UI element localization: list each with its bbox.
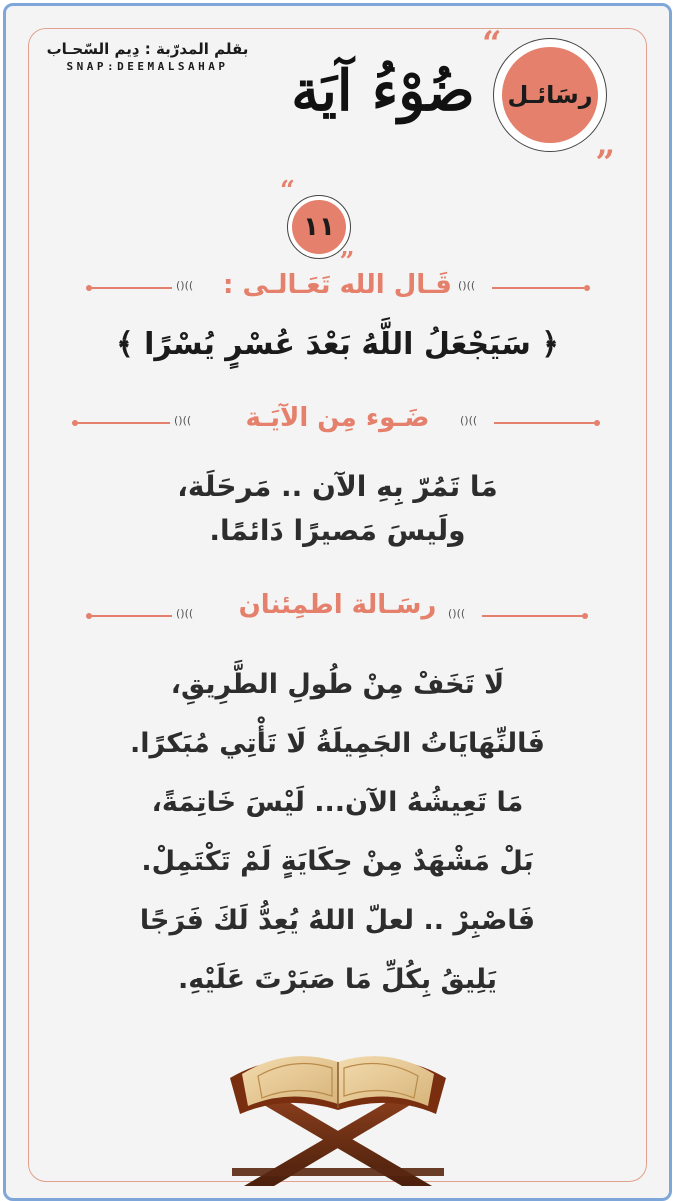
section-heading-reassurance: رسَـالة اطمِئنان — [238, 590, 437, 620]
snapchat-handle: SNAP:DEEMALSAHAP — [66, 60, 229, 73]
brand-badge: رسَائـل — [502, 47, 598, 143]
quran-stand-icon — [222, 1018, 454, 1190]
number-quote-close-icon: „ — [340, 232, 355, 262]
number-quote-open-icon: “ — [280, 176, 295, 206]
divider-paren: ()(( — [174, 414, 192, 427]
divider-paren: ()(( — [458, 279, 476, 292]
author-credit: بقلم المدرّبة : دِيم السّحـاب — [46, 40, 249, 58]
divider-paren: ()(( — [176, 279, 194, 292]
reassurance-line: لَا تَخَفْ مِنْ طُولِ الطَّرِيقِ، — [170, 669, 505, 700]
reassurance-line: يَلِيقُ بِكُلِّ مَا صَبَرْتَ عَلَيْهِ. — [177, 964, 498, 995]
page-title: ضُوْءُ آيَة — [291, 58, 475, 124]
quran-verse — [40, 322, 635, 368]
reflection-text — [40, 465, 635, 553]
section-heading-reflection: ضَـوء مِن الآيَـة — [245, 403, 430, 433]
reflection-line: مَا تَمُرّ بِهِ الآن .. مَرحَلَة، — [177, 470, 498, 503]
quote-close-icon: „ — [596, 124, 616, 164]
reassurance-line: بَلْ مَشْهَدٌ مِنْ حِكَايَةٍ لَمْ تَكْتَمِلْ. — [141, 846, 534, 877]
reassurance-line: فَاصْبِرْ .. لعلّ اللهُ يُعِدُّ لَكَ فَرَجًا — [139, 905, 536, 936]
reassurance-line: مَا تَعِيشُهُ الآن... لَيْسَ خَاتِمَةً، — [151, 787, 524, 818]
quote-open-icon: “ — [482, 24, 502, 64]
verse-line: ﴿ سَيَجْعَلُ اللَّهُ بَعْدَ عُسْرٍ يُسْرًا ﴾ — [116, 327, 559, 362]
section-heading-verse: قَـال الله تَعَـالـى : — [223, 270, 452, 300]
divider-paren: ()(( — [176, 607, 194, 620]
divider-paren: ()(( — [448, 607, 466, 620]
reassurance-line: فَالنِّهَايَاتُ الجَمِيلَةُ لَا تَأْتِي مُبَكرًا. — [130, 728, 545, 759]
divider-paren: ()(( — [460, 414, 478, 427]
reassurance-text — [40, 655, 635, 1009]
issue-number-badge: ١١ — [292, 200, 346, 254]
reflection-line: ولَيسَ مَصيرًا دَائمًا. — [209, 514, 466, 547]
